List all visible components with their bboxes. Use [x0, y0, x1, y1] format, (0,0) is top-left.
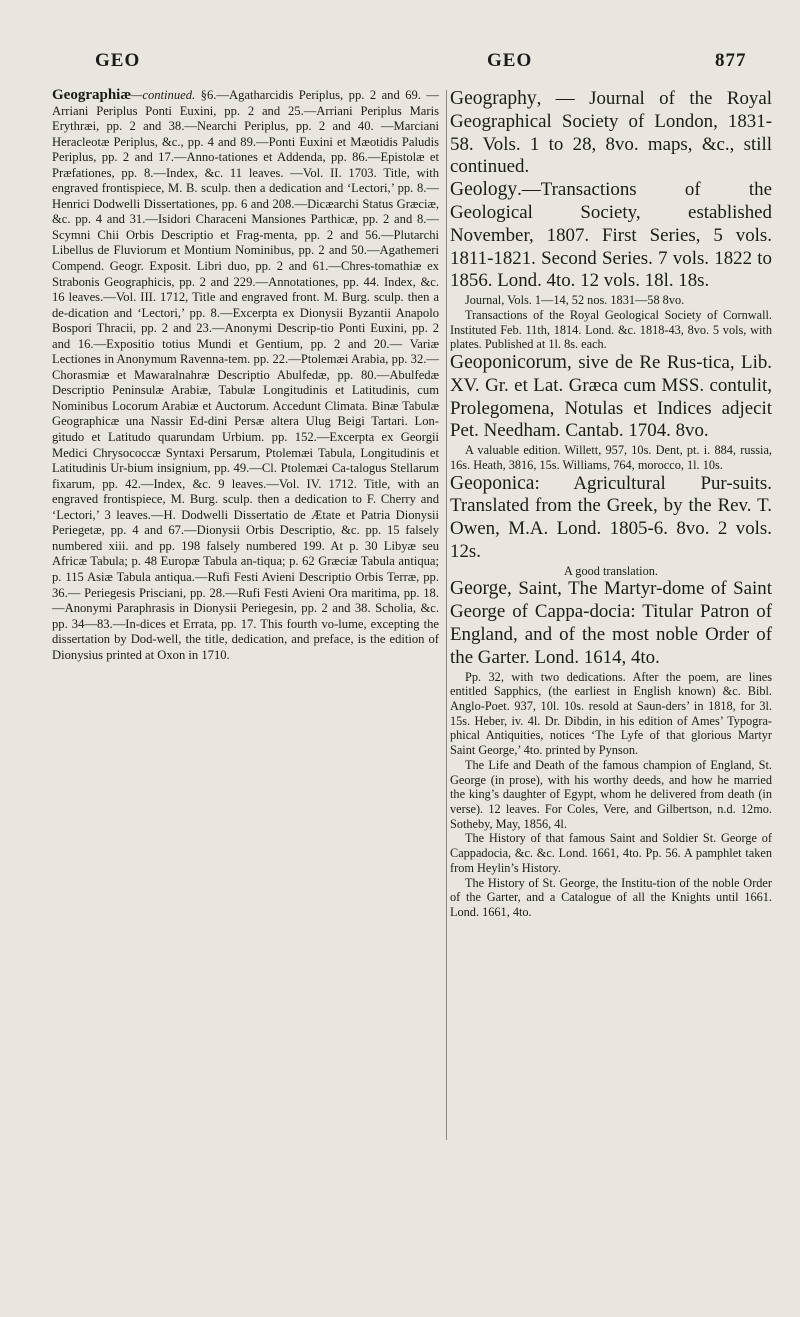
entry-heading: Geology: [450, 179, 518, 201]
page-number: 877: [715, 50, 747, 71]
entry-heading: Geoponicorum: [450, 351, 567, 373]
entry-saint-george: [450, 578, 772, 669]
continued-label: —continued.: [131, 88, 196, 102]
entry-heading: Geography: [450, 88, 537, 109]
entry-geography-journal: [450, 88, 772, 179]
entry-geoponica-note: A good translation.: [564, 563, 658, 578]
entry-geoponicorum: [450, 352, 772, 443]
entry-cornwall-transactions: Transactions of the Royal Geological Society of Cornwall. Instituted Feb. 11th, 1814. Lond. &c. 1818-43, 8vo. 5 vols, with plates. Published at 1l. 8s. each.: [450, 307, 772, 352]
entry-geology: [450, 179, 772, 293]
entry-text: §6.—Agatharcidis Periplus, pp. 2 and 69. —Arriani Periplus Ponti Euxini, pp. 2 and 25.—Arriani Periplus Maris Erythræi, pp. 2 and 38.—Nearchi Periplus, pp. 2 and 40. —Marciani Heracleotæ Periplus, &c., pp. 4 and 89.—Ponti Euxini et Mæotidis Paludis Periplus, pp. 2 and 17.—Anno-tationes et Addenda, pp. 86.—Epistolæ et Præfationes, pp. 8.—Index, &c. 11 leaves. —Vol. II. 1703. Title, with engraved frontispiece, M. B. sculp. then a dedication and ‘Lectori,’ pp. 8.—Henrici Dodwelli Dissertationes, pp. 6 and 208.—Dicæarchi Status Græciæ, &c. pp. 4 and 31.—Isidori Characeni Mansiones Parthicæ, pp. 2 and 8.—Scymni Chii Orbis Descriptio et Frag-menta, pp. 2 and 56.—Plutarchi Libellus de Fluviorum et Montium Nominibus, pp. 2 and 50.—Agathemeri Compend. Geogr. Exposit. Libri duo, pp. 2 and 61.—Chres-tomathiæ ex Strabonis Geographicis, pp. 2 and 229.—Annotationes, pp. 44. Index, &c. 16 leaves.—Vol. III. 1712, Title and engraved front. M. Burg. sculp. then a de-dication and ‘Lectori,’ pp. 8.—Excerpta ex Dionysii Byzantii Anapolo Bospori Thracii, pp. 2 and 23.—Anonymi Descrip-tio Ponti Euxini, pp. 2 and 16.—Expositio totius Mundi et Gentium, pp. 2 and 20.— Variæ Lectiones in Anonymum Ravenna-tem. pp. 22.—Ptolemæi Arabia, pp. 32.— Chorasmiæ et Mawaralnahræ Descriptio Abulfedæ, pp. 80.—Abulfedæ Descriptio Peninsulæ Arabiæ, Tabulæ Longitudinis et Latitudinis, cum Nominibus Locorum Arabiæ et Auctorum. Accedunt Climata. Binæ Tabulæ Geographicæ una Nassir Ed-dini Persæ altera Ulug Beigi Tartari. Lon-gitudo et Latitudo quarundam Urbium. pp. 152.—Excerpta ex Georgii Medici Chrysococcæ Syntaxi Persarum, Ptolemæi Tabula, Longitudinis et Latitudinis Ur-bium insignium, pp. 49.—Cl. Ptolemæi Ca-talogus Stellarum fixarum, pp. 42.—Index, &c. 9 leaves.—Vol. IV. 1712. Title, with an engraved frontispiece, M. Burg. sculp. then a dedication to F. Cherry and ‘Lectori,’ 3 leaves.—H. Dodwelli Dissertatio de Ætate et Patria Dionysii Periegetæ, pp. 4 and 67.—Dionysii Orbis Descriptio, &c. pp. 15 falsely numbered xiii. and pp. 198 falsely numbered 199. At p. 30 Libyæ seu Africæ Tabula; p. 48 Europæ Tabula an-tiqua; p. 62 Græciæ Tabula antiqua; p. 115 Asiæ Tabula antiqua.—Rufi Festi Avieni Descriptio Orbis Terræ, pp. 36.— Periegesis Prisciani, pp. 28.—Rufi Festi Avieni Ora maritima, pp. 18.—Anonymi Paraphrasis in Dionysii Periegesin, pp. 2 and 38. Scholia, &c. pp. 34—83.—In-dices et Errata, pp. 17. This fourth vo-lume, excepting the dissertation by Dod-well, the title, dedication, and preface, is the edition of Dionysius printed at Oxon in 1710.: [52, 88, 439, 662]
entry-george-garter: The History of St. George, the Institu-tion of the noble Order of the Garter, and a Catalogue of all the Knights until 1661. Lond. 1661, 4to.: [450, 875, 772, 919]
entry-heading: Geographiæ: [52, 87, 132, 103]
left-column: [52, 88, 439, 663]
column-divider: [446, 90, 447, 1140]
right-column: [450, 88, 772, 920]
entry-body: .—Transactions of the Geological Society, established November, 1807. First Series, 5 vols. 1811-1821. Second Series. 7 vols. 1822 to 1856. Lond. 4to. 12 vols. 18l. 18s.: [450, 179, 772, 292]
entry-george-history-1661: The History of that famous Saint and Soldier St. George of Cappadocia, &c. &c. Lond. 1661, 4to. Pp. 56. A pamphlet taken from Heylin’s History.: [450, 831, 772, 875]
running-head-left: GEO: [95, 50, 141, 71]
entry-body: : Agricultural Pur-suits. Translated from the Greek, by the Rev. T. Owen, M.A. Lond. 1805-6. 8vo. 2 vols. 12s.: [450, 472, 772, 562]
entry-body: , — Journal of the Royal Geographical Society of London, 1831-58. Vols. 1 to 28, 8vo. maps, &c., still continued.: [450, 88, 772, 178]
geographiae-entry: [52, 88, 439, 663]
entry-geoponicorum-note: A valuable edition. Willett, 957, 10s. Dent, pt. i. 884, russia, 16s. Heath, 3816, 15s. Williams, 764, morocco, 1l. 10s.: [450, 443, 772, 472]
entry-geology-journal: Journal, Vols. 1—14, 52 nos. 1831—58 8vo.: [465, 293, 685, 308]
entry-heading: Geoponica: [450, 472, 535, 494]
entry-geoponica: [450, 473, 772, 564]
running-head-center: GEO: [487, 50, 533, 71]
entry-george-note: Pp. 32, with two dedications. After the poem, are lines entitled Sapphics, (the earliest in English known) &c. Bibl. Anglo-Poet. 937, 10l. 10s. resold at Saun-ders’ in 1818, for 3l. 15s. Heber, iv. 4l. Dr. Dibdin, in his edition of Ames’ Typogra-phical Antiquities, notices ‘The Lyfe of that glorious Martyr Saint George,’ 4to. printed by Pynson.: [450, 669, 772, 758]
entry-body: , sive de Re Rus-tica, Lib. XV. Gr. et Lat. Græca cum MSS. contulit, Prolegomena, Notulas et Indices adjecit Pet. Needham. Cantab. 1704. 8vo.: [450, 351, 772, 442]
entry-body: , Saint, The Martyr-dome of Saint George of Cappa-docia: Titular Patron of England, and of the most noble Order of the Garter. Lond. 1614, 4to.: [450, 578, 772, 668]
entry-george-life-and-death: The Life and Death of the famous champion of England, St. George (in prose), with his worthy deeds, and how he married the king’s daughter of Egypt, whom he delivered from death (in verse). 12 leaves. For Coles, Vere, and Gilbertson, n.d. 12mo. Sotheby, May, 1856, 4l.: [450, 757, 772, 831]
entry-heading: George: [450, 578, 508, 600]
